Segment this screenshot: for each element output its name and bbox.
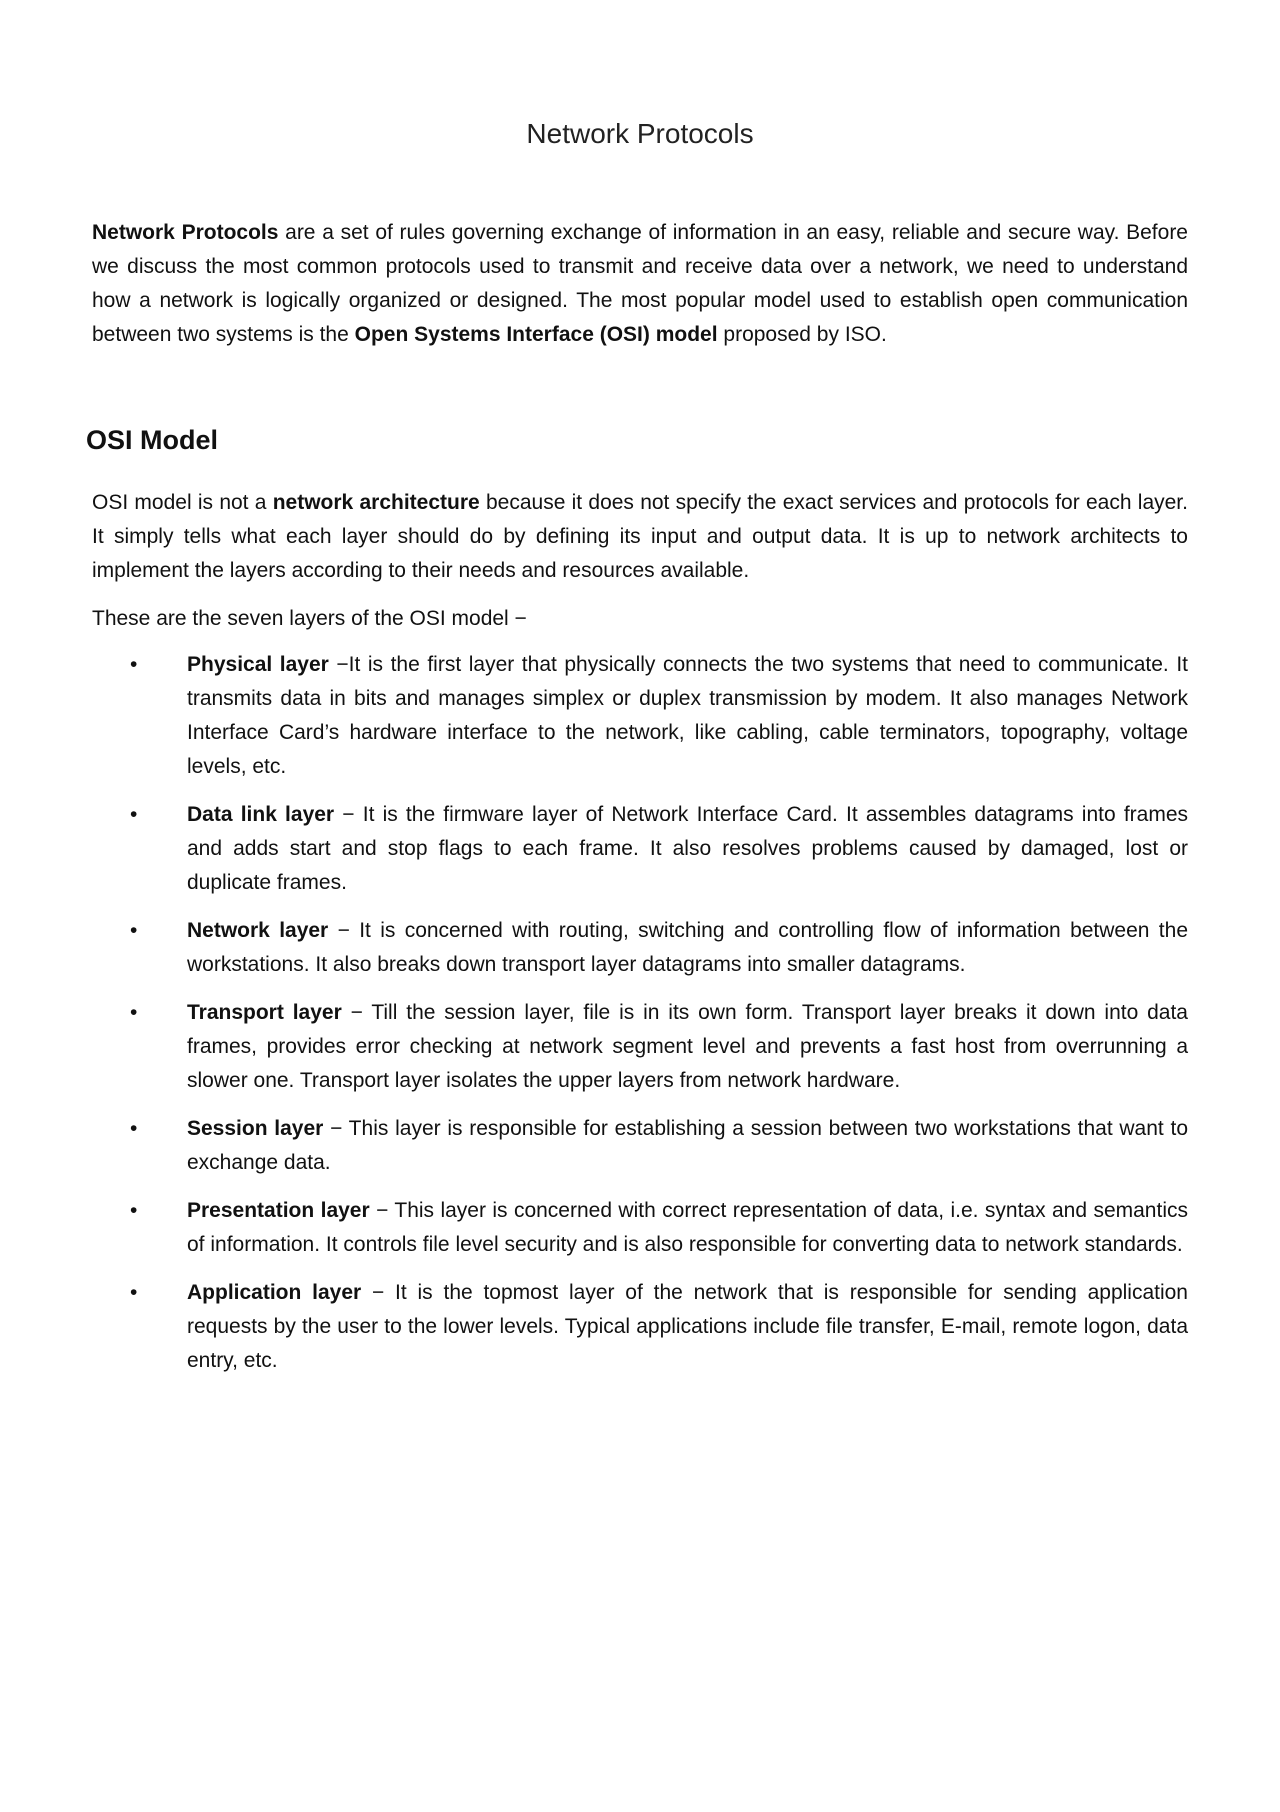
osi-bold-term: network architecture	[272, 491, 480, 514]
section-heading-osi-model: OSI Model	[86, 425, 219, 455]
page-title: Network Protocols	[526, 118, 754, 149]
layer-name: Physical layer	[187, 653, 329, 676]
layer-desc: − It is the firmware layer of Network Interface Card. It assembles datagrams into frames and adds start and stop flags to each frame. It also resolves problems caused by damaged, lost or duplicate frames.	[187, 803, 1189, 894]
bullet-icon: •	[130, 1281, 138, 1304]
layer-name: Transport layer	[187, 1001, 342, 1024]
osi-text-rest: because it does not specify the exact services and protocols for each layer. It simply tells what each layer should do by defining its input and output data. It is up to network architects to implement the layers according to their needs and resources available.	[92, 491, 1188, 582]
list-item	[92, 1276, 1188, 1378]
list-item	[92, 996, 1188, 1098]
bullet-icon: •	[130, 803, 138, 826]
bullet-icon: •	[130, 1199, 138, 1222]
layer-desc: − It is concerned with routing, switching and controlling flow of information between the workstations. It also breaks down transport layer datagrams into smaller datagrams.	[187, 919, 1189, 976]
intro-paragraph	[92, 216, 1188, 352]
layer-name: Network layer	[187, 919, 329, 942]
layer-name: Session layer	[187, 1117, 324, 1140]
osi-text: OSI model is not a	[92, 491, 273, 514]
intro-bold-term: Network Protocols	[92, 221, 279, 244]
list-item	[92, 798, 1188, 900]
list-item	[92, 1112, 1188, 1180]
layers-intro: These are the seven layers of the OSI model −	[92, 607, 527, 630]
list-item	[92, 1194, 1188, 1262]
layer-desc: − It is the topmost layer of the network that is responsible for sending application requests by the user to the lower levels. Typical applications include file transfer, E-mail, remote logon, data entry, etc.	[187, 1281, 1188, 1372]
layer-name: Presentation layer	[187, 1199, 370, 1222]
bullet-icon: •	[130, 653, 138, 676]
intro-bold-osi: Open Systems Interface (OSI) model	[354, 323, 718, 346]
bullet-icon: •	[130, 1117, 138, 1140]
list-item	[92, 914, 1188, 982]
intro-text: are a set of rules governing exchange of information in an easy, reliable and secure way. Before we discuss the most common protocols used to transmit and receive data over a network, we need to understand how a network is logically organized or designed. The most popular model used to establish open communication between two systems is the	[92, 221, 1188, 346]
list-item	[92, 648, 1188, 784]
layer-desc: − This layer is responsible for establishing a session between two workstations that want to exchange data.	[187, 1117, 1188, 1174]
osi-paragraph	[92, 486, 1188, 588]
layer-name: Data link layer	[187, 803, 335, 826]
layer-desc: −It is the first layer that physically connects the two systems that need to communicate. It transmits data in bits and manages simplex or duplex transmission by modem. It also manages Network Interface Card’s hardware interface to the network, like cabling, cable terminators, topography, voltage levels, etc.	[187, 653, 1188, 778]
layer-desc: − This layer is concerned with correct representation of data, i.e. syntax and semantics of information. It controls file level security and is also responsible for converting data to network standards.	[187, 1199, 1188, 1256]
bullet-icon: •	[130, 919, 138, 942]
bullet-icon: •	[130, 1001, 138, 1024]
layer-name: Application layer	[187, 1281, 362, 1304]
osi-layer-list	[92, 648, 1188, 1392]
layer-desc: − Till the session layer, file is in its own form. Transport layer breaks it down into data frames, provides error checking at network segment level and prevents a fast host from overrunning a slower one. Transport layer isolates the upper layers from network hardware.	[187, 1001, 1188, 1092]
intro-text-end: proposed by ISO.	[717, 323, 887, 346]
